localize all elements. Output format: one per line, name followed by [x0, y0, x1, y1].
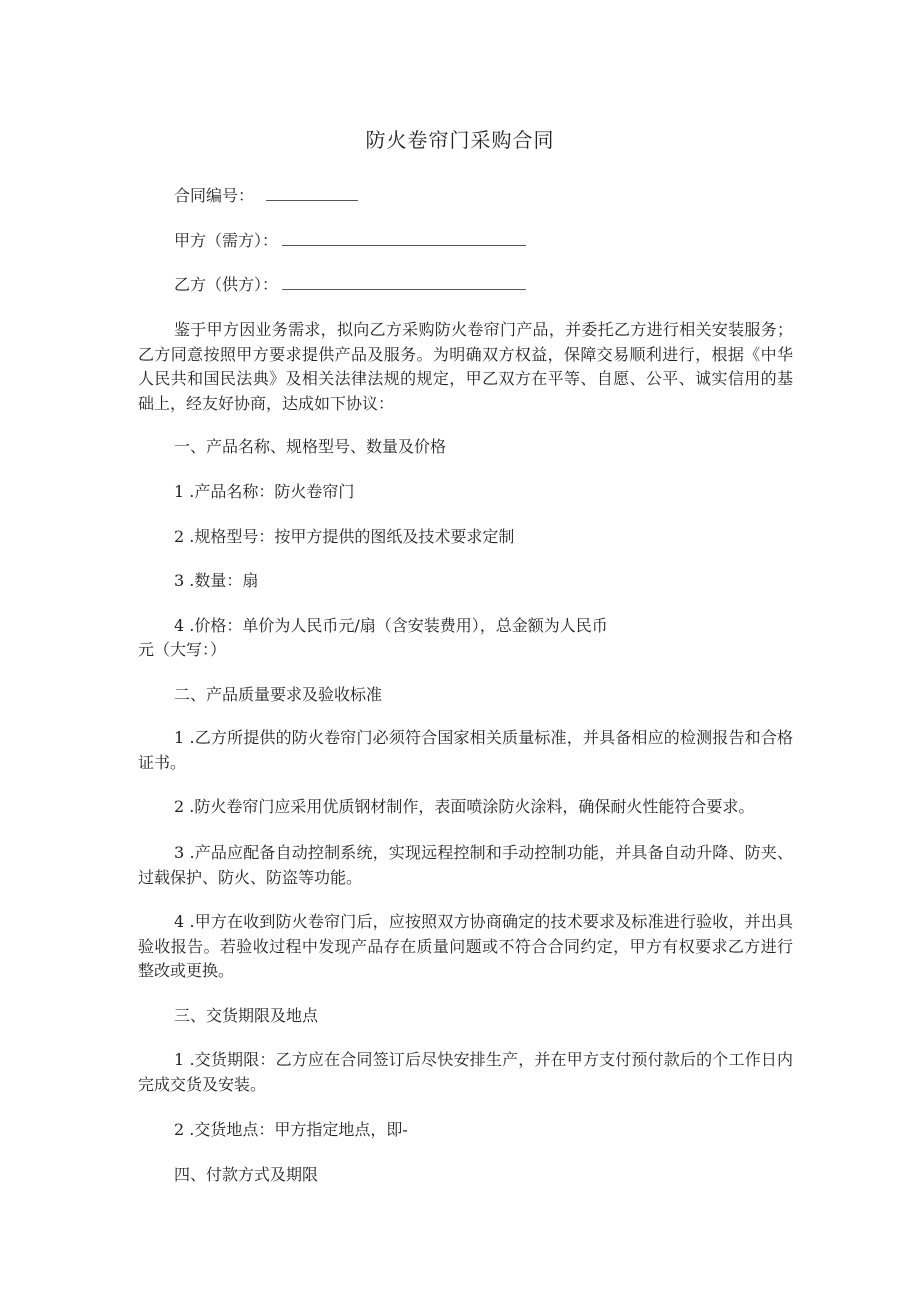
section2-item1: 1 .乙方所提供的防火卷帘门必须符合国家相关质量标准，并具备相应的检测报告和合格证书。 [138, 728, 793, 772]
party-a-row [174, 229, 526, 253]
section1-item4-line2: 元（大写：） [138, 640, 227, 659]
preamble-paragraph: 鉴于甲方因业务需求，拟向乙方采购防火卷帘门产品，并委托乙方进行相关安装服务；乙方同意按照甲方要求提供产品及服务。为明确双方权益，保障交易顺利进行，根据《中华人民共和国民法典》及相关法律法规的规定，甲乙双方在平等、自愿、公平、诚实信用的基础上，经友好协商，达成如下协议： [138, 320, 793, 413]
document-title: 防火卷帘门采购合同 [365, 128, 555, 152]
section1-item3: 3 .数量：扇 [174, 571, 259, 590]
contract-no-label: 合同编号： [174, 186, 255, 205]
section2-item4: 4 .甲方在收到防火卷帘门后，应按照双方协商确定的技术要求及标准进行验收，并出具验收报告。若验收过程中发现产品存在质量问题或不符合合同约定，甲方有权要求乙方进行整改或更换。 [138, 912, 793, 980]
party-a-label: 甲方（需方）： [174, 231, 279, 250]
section4-heading: 四、付款方式及期限 [174, 1165, 319, 1184]
section3-heading: 三、交货期限及地点 [174, 1006, 319, 1025]
section3-item1: 1 .交货期限：乙方应在合同签订后尽快安排生产，并在甲方支付预付款后的个工作日内完成交货及安装。 [138, 1050, 793, 1094]
section1-item2: 2 .规格型号：按甲方提供的图纸及技术要求定制 [174, 527, 515, 546]
party-b-label: 乙方（供方）： [174, 275, 279, 294]
party-b-row [174, 273, 526, 297]
section2-item3: 3 .产品应配备自动控制系统，实现远程控制和手动控制功能，并具备自动升降、防夹、过载保护、防火、防盗等功能。 [138, 843, 793, 887]
section2-item2: 2 .防火卷帘门应采用优质钢材制作，表面喷涂防火涂料，确保耐火性能符合要求。 [174, 797, 755, 816]
section1-heading: 一、产品名称、规格型号、数量及价格 [174, 437, 447, 456]
contract-no-row [174, 184, 358, 208]
section2-heading: 二、产品质量要求及验收标准 [174, 685, 383, 704]
contract-no-blank [266, 186, 358, 201]
party-a-blank [282, 231, 526, 246]
party-b-blank [282, 275, 526, 290]
section1-item1: 1 .产品名称：防火卷帘门 [174, 482, 355, 501]
section1-item4-line1: 4 .价格：单价为人民币元/扇（含安装费用），总金额为人民币 [174, 616, 608, 635]
section3-item2: 2 .交货地点：甲方指定地点，即- [174, 1120, 408, 1139]
